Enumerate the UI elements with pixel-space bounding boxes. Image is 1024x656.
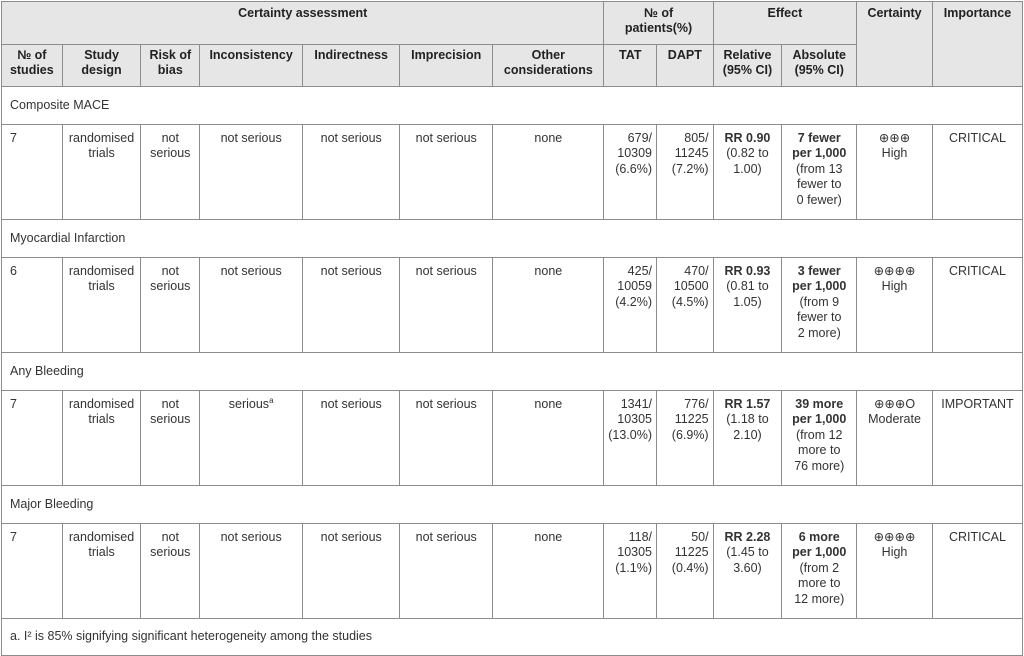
- n-studies-cell: 7: [2, 125, 63, 220]
- imprecision-cell: not serious: [400, 258, 493, 353]
- inconsistency-cell: not serious: [200, 524, 303, 619]
- dapt-cell: 50/ 11225 (0.4%): [657, 524, 714, 619]
- absolute-effect-cell: 7 fewer per 1,000 (from 13 fewer to 0 fewer): [782, 125, 857, 220]
- risk-of-bias-header: Risk of bias: [141, 45, 200, 87]
- imprecision-cell: not serious: [400, 125, 493, 220]
- relative-header: Relative (95% CI): [713, 45, 782, 87]
- table-row: [2, 391, 1023, 486]
- indirectness-cell: not serious: [303, 125, 400, 220]
- other-considerations-cell: none: [493, 125, 604, 220]
- dapt-header: DAPT: [657, 45, 714, 87]
- absolute-effect-cell: 6 more per 1,000 (from 2 more to 12 more): [782, 524, 857, 619]
- outcome-title: Composite MACE: [2, 87, 1023, 125]
- risk-of-bias-cell: not serious: [141, 125, 200, 220]
- grade-evidence-table: [1, 1, 1023, 656]
- other-considerations-cell: none: [493, 258, 604, 353]
- importance-header: Importance: [932, 2, 1022, 87]
- importance-cell: CRITICAL: [932, 258, 1022, 353]
- footnote-marker: a: [269, 396, 274, 405]
- other-considerations-cell: none: [493, 391, 604, 486]
- certainty-header: Certainty: [857, 2, 933, 87]
- footnote: a. I² is 85% signifying significant heterogeneity among the studies: [2, 619, 1023, 656]
- n-studies-cell: 7: [2, 391, 63, 486]
- patients-header: № of patients(%): [604, 2, 713, 45]
- study-design-cell: randomised trials: [62, 258, 141, 353]
- table-row: [2, 125, 1023, 220]
- other-considerations-cell: none: [493, 524, 604, 619]
- study-design-cell: randomised trials: [62, 125, 141, 220]
- relative-effect-cell: RR 0.93 (0.81 to 1.05): [713, 258, 782, 353]
- imprecision-cell: not serious: [400, 524, 493, 619]
- inconsistency-cell: serious$^a$: [200, 391, 303, 486]
- imprecision-header: Imprecision: [400, 45, 493, 87]
- tat-cell: 1341/ 10305 (13.0%): [604, 391, 657, 486]
- certainty-assessment-header: Certainty assessment: [2, 2, 604, 45]
- outcome-title: Major Bleeding: [2, 486, 1023, 524]
- dapt-cell: 776/ 11225 (6.9%): [657, 391, 714, 486]
- table-row: [2, 258, 1023, 353]
- certainty-symbols: ⊕⊕⊕⊕: [873, 264, 916, 278]
- dapt-cell: 805/ 11245 (7.2%): [657, 125, 714, 220]
- certainty-cell: ⊕⊕⊕⊕ High: [857, 524, 933, 619]
- indirectness-cell: not serious: [303, 258, 400, 353]
- absolute-header: Absolute (95% CI): [782, 45, 857, 87]
- risk-of-bias-cell: not serious: [141, 524, 200, 619]
- study-design-cell: randomised trials: [62, 391, 141, 486]
- tat-cell: 425/ 10059 (4.2%): [604, 258, 657, 353]
- certainty-symbols: ⊕⊕⊕: [878, 131, 911, 145]
- tat-cell: 679/ 10309 (6.6%): [604, 125, 657, 220]
- effect-header: Effect: [713, 2, 857, 45]
- certainty-cell: ⊕⊕⊕ High: [857, 125, 933, 220]
- tat-cell: 118/ 10305 (1.1%): [604, 524, 657, 619]
- inconsistency-cell: not serious: [200, 125, 303, 220]
- indirectness-cell: not serious: [303, 391, 400, 486]
- risk-of-bias-cell: not serious: [141, 391, 200, 486]
- certainty-symbols: ⊕⊕⊕⊕: [873, 530, 916, 544]
- other-considerations-header: Other considerations: [493, 45, 604, 87]
- absolute-effect-cell: 3 fewer per 1,000 (from 9 fewer to 2 more): [782, 258, 857, 353]
- study-design-cell: randomised trials: [62, 524, 141, 619]
- certainty-symbols: ⊕⊕⊕O: [873, 397, 916, 411]
- tat-header: TAT: [604, 45, 657, 87]
- indirectness-cell: not serious: [303, 524, 400, 619]
- indirectness-header: Indirectness: [303, 45, 400, 87]
- relative-effect-cell: RR 0.90 (0.82 to 1.00): [713, 125, 782, 220]
- n-studies-cell: 7: [2, 524, 63, 619]
- outcome-title: Myocardial Infarction: [2, 220, 1023, 258]
- certainty-cell: ⊕⊕⊕⊕ High: [857, 258, 933, 353]
- certainty-cell: ⊕⊕⊕O Moderate: [857, 391, 933, 486]
- dapt-cell: 470/ 10500 (4.5%): [657, 258, 714, 353]
- risk-of-bias-cell: not serious: [141, 258, 200, 353]
- imprecision-cell: not serious: [400, 391, 493, 486]
- inconsistency-cell: not serious: [200, 258, 303, 353]
- n-studies-header: № of studies: [2, 45, 63, 87]
- relative-effect-cell: RR 1.57 (1.18 to 2.10): [713, 391, 782, 486]
- absolute-effect-cell: 39 more per 1,000 (from 12 more to 76 more): [782, 391, 857, 486]
- relative-effect-cell: RR 2.28 (1.45 to 3.60): [713, 524, 782, 619]
- inconsistency-header: Inconsistency: [200, 45, 303, 87]
- study-design-header: Study design: [62, 45, 141, 87]
- importance-cell: CRITICAL: [932, 524, 1022, 619]
- table-row: [2, 524, 1023, 619]
- n-studies-cell: 6: [2, 258, 63, 353]
- outcome-title: Any Bleeding: [2, 353, 1023, 391]
- importance-cell: IMPORTANT: [932, 391, 1022, 486]
- importance-cell: CRITICAL: [932, 125, 1022, 220]
